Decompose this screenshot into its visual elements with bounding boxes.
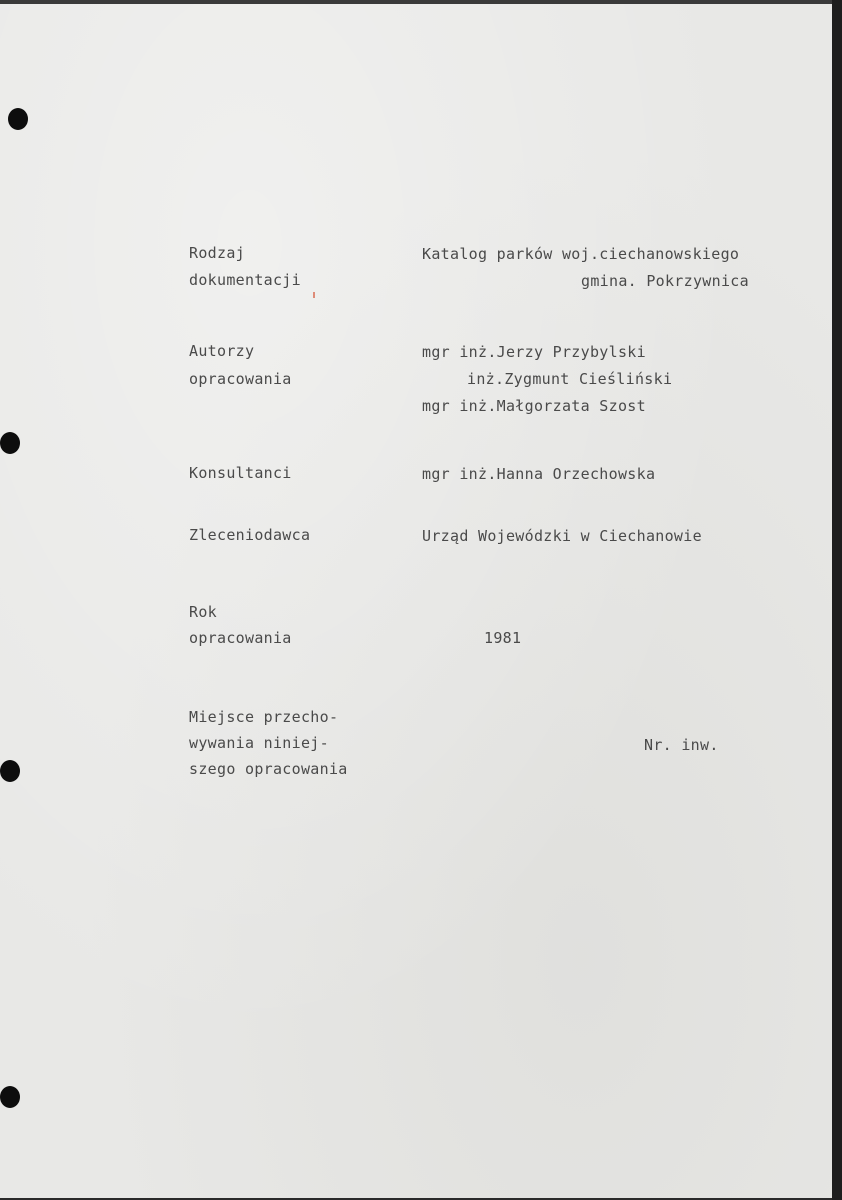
value-author-3: mgr inż.Małgorzata Szost bbox=[422, 397, 646, 415]
punch-hole-2 bbox=[0, 432, 20, 454]
value-inventory-number: Nr. inw. bbox=[644, 736, 719, 754]
label-consultants: Konsultanci bbox=[189, 464, 292, 482]
punch-hole-4 bbox=[0, 1086, 20, 1108]
label-document-type-line-2: dokumentacji bbox=[189, 271, 301, 289]
paper-speck bbox=[313, 292, 315, 298]
value-commissioner: Urząd Wojewódzki w Ciechanowie bbox=[422, 527, 702, 545]
value-year: 1981 bbox=[484, 629, 522, 647]
punch-hole-3 bbox=[0, 760, 20, 782]
value-author-2: inż.Zygmunt Cieśliński bbox=[467, 370, 673, 388]
label-document-type-line-1: Rodzaj bbox=[189, 244, 245, 262]
label-authors-line-2: opracowania bbox=[189, 370, 292, 388]
label-year-line-2: opracowania bbox=[189, 629, 292, 647]
scan-right-edge bbox=[832, 0, 842, 1200]
document-page bbox=[0, 4, 832, 1198]
value-consultant: mgr inż.Hanna Orzechowska bbox=[422, 465, 656, 483]
value-document-type-line-1: Katalog parków woj.ciechanowskiego bbox=[422, 245, 740, 263]
value-author-1: mgr inż.Jerzy Przybylski bbox=[422, 343, 646, 361]
label-storage-line-2: wywania niniej- bbox=[189, 734, 329, 752]
punch-hole-1 bbox=[8, 108, 28, 130]
label-authors-line-1: Autorzy bbox=[189, 342, 255, 360]
label-commissioner: Zleceniodawca bbox=[189, 526, 311, 544]
label-storage-line-1: Miejsce przecho- bbox=[189, 708, 339, 726]
label-year-line-1: Rok bbox=[189, 603, 217, 621]
label-storage-line-3: szego opracowania bbox=[189, 760, 348, 778]
value-document-type-line-2: gmina. Pokrzywnica bbox=[581, 272, 749, 290]
